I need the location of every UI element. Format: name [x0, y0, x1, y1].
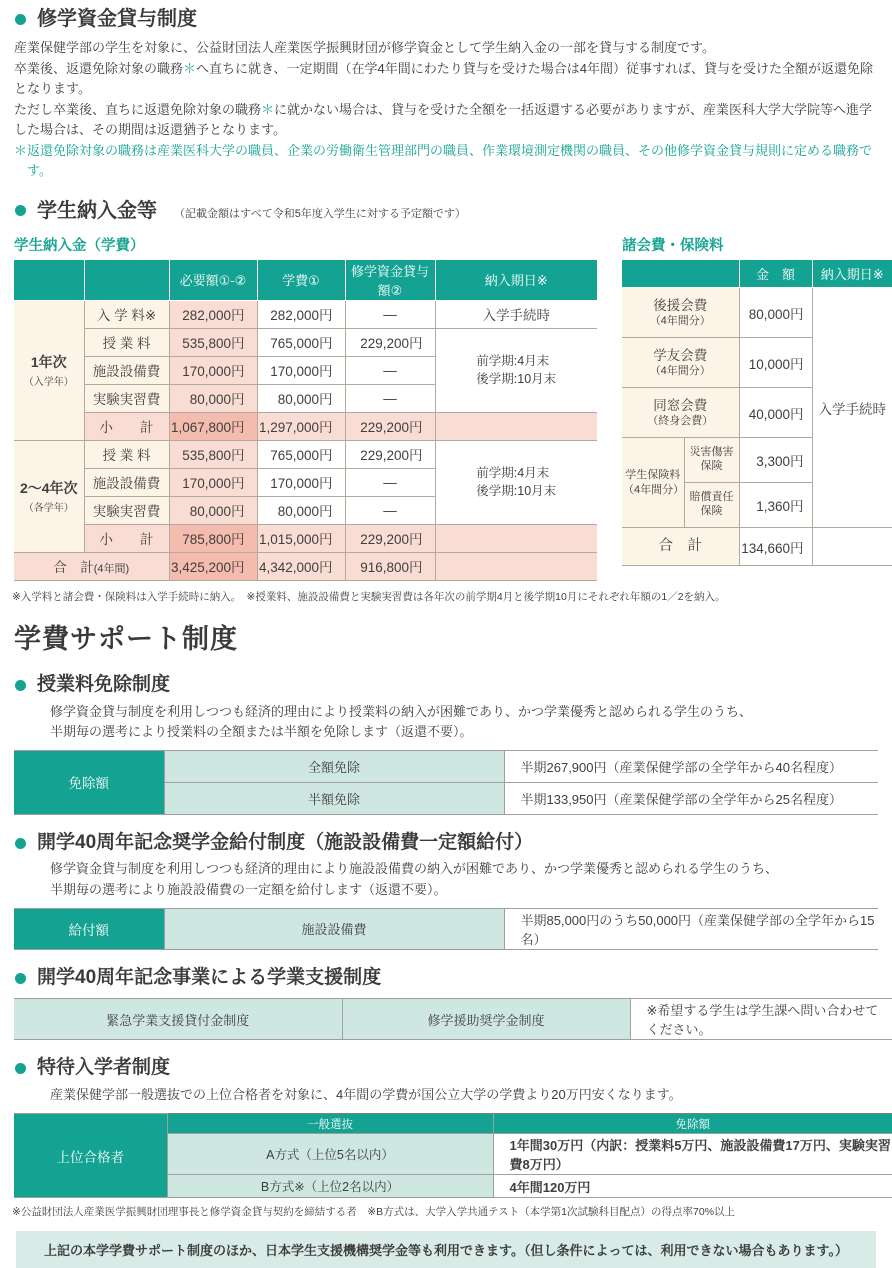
loan-program-description [14, 38, 878, 182]
header-tuition: 学費① [257, 260, 345, 301]
row-header: 免除額 [14, 750, 164, 814]
header-loan-amount: 修学資金貸与額② [345, 260, 435, 301]
amount-cell: 3,425,200円 [169, 552, 257, 580]
asterisk-mark: ＊ [261, 101, 275, 117]
header-blank [84, 260, 169, 301]
tuition-exemption-description: 修学資金貸与制度を利用しつつも経済的理由により授業料の納入が困難であり、かつ学業優秀と認められる学生のうち、 半期毎の選考により授業料の全額または半額を免除します（返還不要）。 [50, 703, 753, 739]
bullet-icon [15, 14, 26, 25]
table-row [14, 300, 597, 328]
due-cell: 入学手続時 [812, 288, 892, 528]
amount-cell: 40,000円 [739, 388, 812, 438]
table-header-row [622, 260, 892, 288]
table-row [14, 328, 597, 356]
amount-cell: — [345, 356, 435, 384]
header-general-selection: 一般選抜 [167, 1114, 493, 1134]
amount-cell: 229,200円 [345, 524, 435, 552]
grade-cell-year2-4: 2～4年次 （各学年） [14, 440, 84, 552]
row-label: 施設設備費 [84, 468, 169, 496]
exemption-type: 半額免除 [164, 782, 504, 814]
row-label: 実験実習費 [84, 384, 169, 412]
grant-description: 修学資金貸与制度を利用しつつも経済的理由により施設設備費の納入が困難であり、かつ学業優秀と認められる学生のうち、 半期毎の選考により施設設備費の一定額を給付します（返還不要）。 [50, 861, 779, 897]
amount-cell: 170,000円 [169, 356, 257, 384]
payment-tables [14, 228, 886, 581]
row-label: 授 業 料 [84, 440, 169, 468]
grant-table [14, 908, 878, 950]
exemption-table [14, 750, 878, 815]
row-label: 学友会費 （4年間分） [622, 338, 739, 388]
amount-cell: 282,000円 [257, 300, 345, 328]
table-row [14, 750, 878, 782]
tuition-table [14, 260, 597, 581]
bullet-icon [15, 680, 26, 691]
header-blank [622, 260, 739, 288]
section-title: 学生納入金等 [37, 199, 157, 222]
amount-cell: 80,000円 [739, 288, 812, 338]
row-label: 授 業 料 [84, 328, 169, 356]
amount-cell: 4,342,000円 [257, 552, 345, 580]
section-title: 開学40周年記念事業による学業支援制度 [37, 966, 382, 988]
amount-cell: 170,000円 [169, 468, 257, 496]
row-label: 災害傷害保険 [684, 438, 739, 483]
amount-cell: 535,800円 [169, 328, 257, 356]
program-name: 緊急学業支援貸付金制度 [14, 999, 342, 1040]
special-admission-table [14, 1113, 892, 1198]
amount-cell: 134,660円 [739, 528, 812, 566]
grade-cell-year1: 1年次 （入学年） [14, 300, 84, 440]
table-header-row [14, 1114, 892, 1134]
amount-cell: 765,000円 [257, 440, 345, 468]
due-cell-empty [435, 524, 597, 552]
heading-note: （記載金額はすべて令和5年度入学生に対する予定額です） [174, 207, 466, 220]
table-header-row [14, 260, 597, 301]
amount-cell: 916,800円 [345, 552, 435, 580]
selection-type: B方式※（上位2名以内） [167, 1175, 493, 1198]
amount-cell: 1,067,800円 [169, 412, 257, 440]
header-blank [14, 260, 84, 301]
due-cell-empty [435, 552, 597, 580]
exemption-desc: 半期133,950円（産業保健学部の全学年から25名程度） [504, 782, 878, 814]
amount-cell: 1,297,000円 [257, 412, 345, 440]
misc-fees-column [622, 228, 892, 567]
misc-fees-table [622, 260, 892, 567]
total-label: 合 計(4年間) [14, 552, 169, 580]
table-row [14, 440, 597, 468]
section-heading-payments [15, 198, 892, 224]
row-label: 賠償責任保険 [684, 483, 739, 528]
amount-cell: 785,800円 [169, 524, 257, 552]
due-cell: 入学手続時 [435, 300, 597, 328]
grant-desc: 半期85,000円のうち50,000円（産業保健学部の全学年から15名） [504, 908, 878, 949]
due-cell: 前学期:4月末 後学期:10月末 [435, 440, 597, 524]
amount-cell: — [345, 496, 435, 524]
amount-cell: 80,000円 [169, 384, 257, 412]
special-admission-description: 産業保健学部一般選抜での上位合格者を対象に、4年間の学費が国公立大学の学費より20万円安くなります。 [50, 1087, 682, 1103]
amount-cell: 229,200円 [345, 328, 435, 356]
due-cell-empty [812, 528, 892, 566]
misc-table-label: 諸会費・保険料 [622, 237, 724, 254]
section-title: 特待入学者制度 [37, 1057, 171, 1079]
row-header: 給付額 [14, 908, 164, 949]
total-label: 合 計 [622, 528, 739, 566]
bullet-icon [15, 1063, 26, 1074]
section-heading-special-admission [15, 1056, 892, 1081]
due-cell-empty [435, 412, 597, 440]
row-label: 入 学 料※ [84, 300, 169, 328]
amount-cell: — [345, 300, 435, 328]
amount-cell: 80,000円 [257, 384, 345, 412]
header-due-date: 納入期日※ [435, 260, 597, 301]
support-programs-table [14, 998, 892, 1040]
table-row [622, 288, 892, 338]
support-section-title: 学費サポート制度 [14, 623, 238, 654]
grant-type: 施設設備費 [164, 908, 504, 949]
row-label: 施設設備費 [84, 356, 169, 384]
subtotal-row [14, 524, 597, 552]
subtotal-row [14, 412, 597, 440]
program-name: 修学援助奨学金制度 [342, 999, 630, 1040]
amount-cell: 535,800円 [169, 440, 257, 468]
amount-cell: 765,000円 [257, 328, 345, 356]
amount-cell: 170,000円 [257, 468, 345, 496]
row-label: 後援会費 （4年間分） [622, 288, 739, 338]
asterisk-mark: ＊ [183, 60, 197, 76]
selection-type: A方式（上位5名以内） [167, 1134, 493, 1175]
amount-cell: 10,000円 [739, 338, 812, 388]
amount-cell: 3,300円 [739, 438, 812, 483]
total-row [622, 528, 892, 566]
footnote-teal: ＊返還免除対象の職務は産業医科大学の職員、企業の労働衛生管理部門の職員、作業環境測定機関の職員、その他修学資金貸与規則に定める職務です。 [14, 142, 873, 179]
section-title: 修学資金貸与制度 [37, 8, 197, 30]
header-amount: 金 額 [739, 260, 812, 288]
info-banner: 上記の本学学費サポート制度のほか、日本学生支援機構奨学金等も利用できます。（但し条件によっては、利用できない場合もあります。） [16, 1231, 876, 1268]
bullet-icon [15, 205, 26, 216]
amount-cell: 80,000円 [169, 496, 257, 524]
exemption-type: 全額免除 [164, 750, 504, 782]
section-heading-40th-grant [15, 831, 892, 856]
exemption-detail: 4年間120万円 [493, 1175, 892, 1198]
amount-cell: 229,200円 [345, 412, 435, 440]
row-label: 同窓会費 （終身会費） [622, 388, 739, 438]
row-label: 小 計 [84, 412, 169, 440]
header-required-amount: 必要額①-② [169, 260, 257, 301]
exemption-detail: 1年間30万円（内訳：授業料5万円、施設設備費17万円、実験実習費8万円） [493, 1134, 892, 1175]
amount-cell: 229,200円 [345, 440, 435, 468]
section-heading-tuition-exemption [15, 673, 892, 698]
amount-cell: 282,000円 [169, 300, 257, 328]
insurance-group-label: 学生保険料 （4年間分） [622, 438, 684, 528]
section-heading-loan-program [15, 6, 892, 32]
amount-cell: — [345, 468, 435, 496]
header-due-date: 納入期日※ [812, 260, 892, 288]
amount-cell: 1,360円 [739, 483, 812, 528]
row-header: 上位合格者 [14, 1114, 167, 1198]
tuition-table-label: 学生納入金（学費） [14, 237, 145, 254]
row-label: 実験実習費 [84, 496, 169, 524]
amount-cell: 80,000円 [257, 496, 345, 524]
section-title: 開学40周年記念奨学金給付制度（施設設備費一定額給付） [37, 831, 534, 853]
bullet-icon [15, 838, 26, 849]
due-cell: 前学期:4月末 後学期:10月末 [435, 328, 597, 412]
paragraph: 卒業後、返還免除対象の職務＊へ直ちに就き、一定期間（在学4年間にわたり貸与を受けた場合は4年間）従事すれば、貸与を受けた全額が返還免除となります。 [14, 60, 873, 97]
table-row [14, 999, 892, 1040]
paragraph: ただし卒業後、直ちに返還免除対象の職務＊に就かない場合は、貸与を受けた全額を一括返還する必要がありますが、産業医科大学大学院等へ進学した場合は、その期間は返還猶予となります。 [14, 101, 873, 138]
row-label: 小 計 [84, 524, 169, 552]
special-admission-footnote: ※公益財団法人産業医学振興財団理事長と修学資金貸与契約を締結する者 ※B方式は、大学入学共通テスト（本学第1次試験科目配点）の得点率70%以上 [12, 1206, 736, 1219]
total-row [14, 552, 597, 580]
amount-cell: 1,015,000円 [257, 524, 345, 552]
table-row [14, 908, 878, 949]
exemption-desc: 半期267,900円（産業保健学部の全学年から40名程度） [504, 750, 878, 782]
amount-cell: — [345, 384, 435, 412]
header-exemption-amount: 免除額 [493, 1114, 892, 1134]
bullet-icon [15, 973, 26, 984]
section-title: 授業料免除制度 [37, 673, 171, 695]
paragraph: 産業保健学部の学生を対象に、公益財団法人産業医学振興財団が修学資金として学生納入金の一部を貸与する制度です。 [14, 40, 715, 55]
section-heading-40th-support [15, 966, 892, 991]
amount-cell: 170,000円 [257, 356, 345, 384]
program-note: ※希望する学生は学生課へ問い合わせてください。 [630, 999, 892, 1040]
tuition-column [14, 228, 597, 581]
payment-footnote: ※入学料と諸会費・保険料は入学手続時に納入。 ※授業料、施設設備費と実験実習費は各年次の前学期4月と後学期10月にそれぞれ年額の1／2を納入。 [12, 590, 726, 603]
